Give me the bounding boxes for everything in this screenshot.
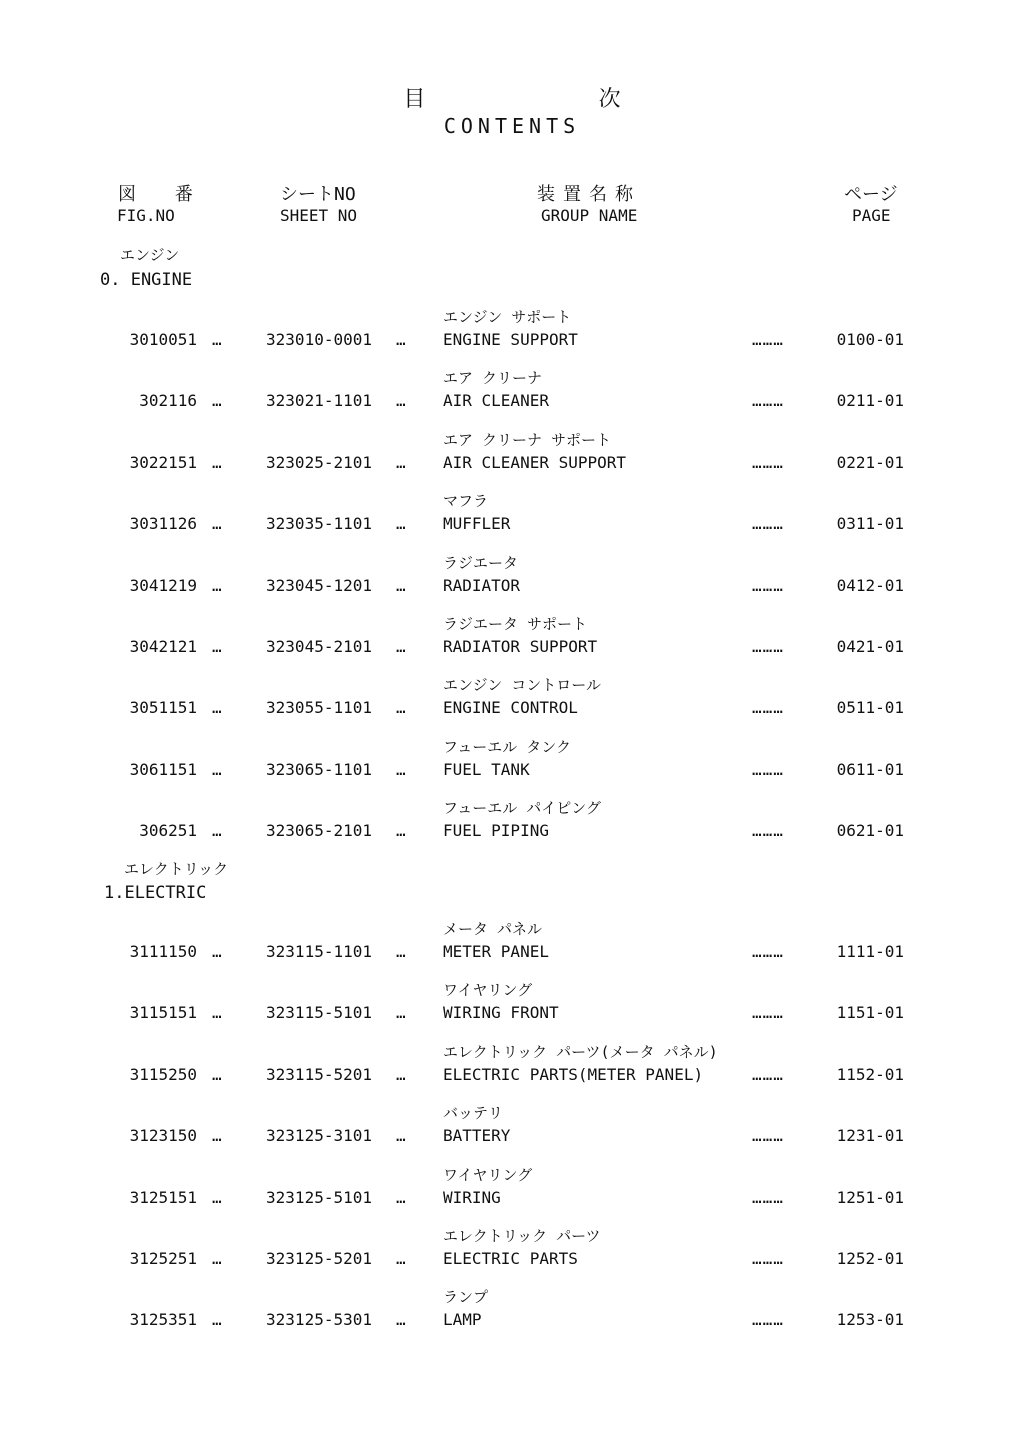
leader-dots: … [212, 637, 222, 656]
col-header-page: PAGE [852, 206, 891, 225]
page-no: 1231-01 [836, 1126, 904, 1145]
fig-no: 3051151 [129, 698, 197, 717]
group-name: RADIATOR SUPPORT [443, 637, 598, 656]
sheet-no: 323115-5201 [266, 1065, 372, 1084]
group-name-jp: エンジン コントロール [443, 676, 601, 694]
leader-dots: … [396, 391, 406, 410]
leader-dots: ……… [752, 1003, 784, 1022]
group-name-jp: エレクトリック パーツ(メータ パネル) [443, 1043, 718, 1061]
leader-dots: … [212, 330, 222, 349]
col-header-group-jp: 装置名称 [537, 184, 641, 205]
col-header-page-jp: ページ [844, 184, 898, 205]
sheet-no: 323021-1101 [266, 391, 372, 410]
table-row [0, 552, 1024, 614]
table-row [0, 613, 1024, 675]
sheet-no: 323035-1101 [266, 514, 372, 533]
leader-dots: … [396, 330, 406, 349]
leader-dots: ……… [752, 1310, 784, 1329]
page-no: 1252-01 [836, 1249, 904, 1268]
group-name: ELECTRIC PARTS(METER PANEL) [443, 1065, 704, 1084]
leader-dots: … [212, 514, 222, 533]
sheet-no: 323125-5201 [266, 1249, 372, 1268]
fig-no: 3061151 [129, 760, 197, 779]
group-name: FUEL PIPING [443, 821, 549, 840]
leader-dots: ……… [752, 330, 784, 349]
group-name-jp: ラジエータ サポート [443, 615, 588, 633]
table-row [0, 367, 1024, 429]
leader-dots: ……… [752, 576, 784, 595]
fig-no: 3022151 [129, 453, 197, 472]
table-row [0, 797, 1024, 859]
leader-dots: … [396, 1310, 406, 1329]
page-no: 0421-01 [836, 637, 904, 656]
col-header-group: GROUP NAME [541, 206, 638, 225]
col-header-fig-jp: 図 番 [118, 184, 207, 205]
sheet-no: 323045-1201 [266, 576, 372, 595]
table-row [0, 1041, 1024, 1103]
fig-no: 306251 [139, 821, 197, 840]
page-no: 0211-01 [836, 391, 904, 410]
leader-dots: … [212, 576, 222, 595]
leader-dots: ……… [752, 1188, 784, 1207]
group-name: AIR CLEANER [443, 391, 549, 410]
sheet-no: 323025-2101 [266, 453, 372, 472]
leader-dots: … [212, 391, 222, 410]
group-name-jp: フューエル パイピング [443, 799, 601, 817]
leader-dots: … [396, 1188, 406, 1207]
section-title-jp: エンジン [120, 246, 180, 264]
table-row [0, 1286, 1024, 1348]
group-name-jp: ワイヤリング [443, 981, 533, 999]
fig-no: 3125251 [129, 1249, 197, 1268]
section-title: 1.ELECTRIC [104, 883, 207, 903]
page-no: 0311-01 [836, 514, 904, 533]
fig-no: 3010051 [129, 330, 197, 349]
table-row [0, 1102, 1024, 1164]
group-name: AIR CLEANER SUPPORT [443, 453, 627, 472]
section-title: 0. ENGINE [100, 270, 193, 290]
fig-no: 3125151 [129, 1188, 197, 1207]
fig-no: 3115250 [129, 1065, 197, 1084]
group-name-jp: マフラ [443, 492, 489, 510]
page-no: 0221-01 [836, 453, 904, 472]
fig-no: 3041219 [129, 576, 197, 595]
table-row [0, 674, 1024, 736]
page-title: CONTENTS [443, 114, 581, 138]
table-row [0, 979, 1024, 1041]
group-name-jp: ランプ [443, 1288, 489, 1306]
fig-no: 3123150 [129, 1126, 197, 1145]
leader-dots: … [396, 576, 406, 595]
group-name-jp: エア クリーナ [443, 369, 543, 387]
fig-no: 3111150 [129, 942, 197, 961]
leader-dots: … [212, 453, 222, 472]
leader-dots: ……… [752, 821, 784, 840]
table-row [0, 918, 1024, 980]
fig-no: 3125351 [129, 1310, 197, 1329]
sheet-no: 323010-0001 [266, 330, 372, 349]
leader-dots: … [396, 1249, 406, 1268]
leader-dots: … [212, 1003, 222, 1022]
leader-dots: ……… [752, 453, 784, 472]
leader-dots: ……… [752, 1249, 784, 1268]
table-row [0, 306, 1024, 368]
group-name: ENGINE SUPPORT [443, 330, 578, 349]
leader-dots: … [396, 942, 406, 961]
leader-dots: … [212, 1126, 222, 1145]
group-name-jp: ラジエータ [443, 554, 519, 572]
sheet-no: 323055-1101 [266, 698, 372, 717]
page-no: 0511-01 [836, 698, 904, 717]
fig-no: 3042121 [129, 637, 197, 656]
leader-dots: … [212, 821, 222, 840]
leader-dots: ……… [752, 698, 784, 717]
group-name: LAMP [443, 1310, 482, 1329]
group-name: ENGINE CONTROL [443, 698, 578, 717]
leader-dots: … [212, 1065, 222, 1084]
leader-dots: … [212, 698, 222, 717]
leader-dots: … [212, 1249, 222, 1268]
sheet-no: 323115-1101 [266, 942, 372, 961]
sheet-no: 323125-3101 [266, 1126, 372, 1145]
page-no: 0412-01 [836, 576, 904, 595]
table-row [0, 429, 1024, 491]
table-row [0, 1164, 1024, 1226]
leader-dots: ……… [752, 760, 784, 779]
group-name: MUFFLER [443, 514, 511, 533]
sheet-no: 323125-5101 [266, 1188, 372, 1207]
leader-dots: … [396, 514, 406, 533]
page-title-jp: 目 次 [403, 87, 701, 112]
fig-no: 302116 [139, 391, 197, 410]
group-name: WIRING FRONT [443, 1003, 559, 1022]
fig-no: 3031126 [129, 514, 197, 533]
section-title-jp: エレクトリック [124, 860, 229, 878]
leader-dots: ……… [752, 637, 784, 656]
table-row [0, 490, 1024, 552]
sheet-no: 323125-5301 [266, 1310, 372, 1329]
leader-dots: … [396, 1126, 406, 1145]
leader-dots: … [396, 1003, 406, 1022]
sheet-no: 323065-2101 [266, 821, 372, 840]
leader-dots: ……… [752, 514, 784, 533]
page-no: 0621-01 [836, 821, 904, 840]
page-no: 1111-01 [836, 942, 904, 961]
group-name-jp: エンジン サポート [443, 308, 572, 326]
page-no: 1151-01 [836, 1003, 904, 1022]
fig-no: 3115151 [129, 1003, 197, 1022]
sheet-no: 323045-2101 [266, 637, 372, 656]
group-name-jp: ワイヤリング [443, 1166, 533, 1184]
leader-dots: … [212, 1188, 222, 1207]
leader-dots: … [396, 760, 406, 779]
group-name-jp: メータ パネル [443, 920, 543, 938]
table-row [0, 736, 1024, 798]
leader-dots: ……… [752, 1065, 784, 1084]
group-name: ELECTRIC PARTS [443, 1249, 578, 1268]
leader-dots: … [396, 1065, 406, 1084]
group-name-jp: エレクトリック パーツ [443, 1227, 601, 1245]
leader-dots: … [212, 942, 222, 961]
group-name: METER PANEL [443, 942, 549, 961]
group-name-jp: エア クリーナ サポート [443, 431, 612, 449]
page-no: 0100-01 [836, 330, 904, 349]
page-no: 1251-01 [836, 1188, 904, 1207]
leader-dots: … [396, 453, 406, 472]
leader-dots: … [212, 760, 222, 779]
group-name-jp: フューエル タンク [443, 738, 571, 756]
sheet-no: 323065-1101 [266, 760, 372, 779]
leader-dots: … [396, 637, 406, 656]
page-no: 1253-01 [836, 1310, 904, 1329]
table-row [0, 1225, 1024, 1287]
leader-dots: ……… [752, 1126, 784, 1145]
col-header-fig: FIG.NO [117, 206, 175, 225]
leader-dots: … [396, 821, 406, 840]
leader-dots: ……… [752, 942, 784, 961]
group-name: BATTERY [443, 1126, 511, 1145]
col-header-sheet-jp: シートNO [280, 184, 356, 205]
group-name-jp: バッテリ [443, 1104, 504, 1122]
group-name: WIRING [443, 1188, 501, 1207]
leader-dots: ……… [752, 391, 784, 410]
group-name: FUEL TANK [443, 760, 530, 779]
col-header-sheet: SHEET NO [280, 206, 358, 225]
leader-dots: … [396, 698, 406, 717]
sheet-no: 323115-5101 [266, 1003, 372, 1022]
group-name: RADIATOR [443, 576, 521, 595]
page-no: 1152-01 [836, 1065, 904, 1084]
page-no: 0611-01 [836, 760, 904, 779]
leader-dots: … [212, 1310, 222, 1329]
